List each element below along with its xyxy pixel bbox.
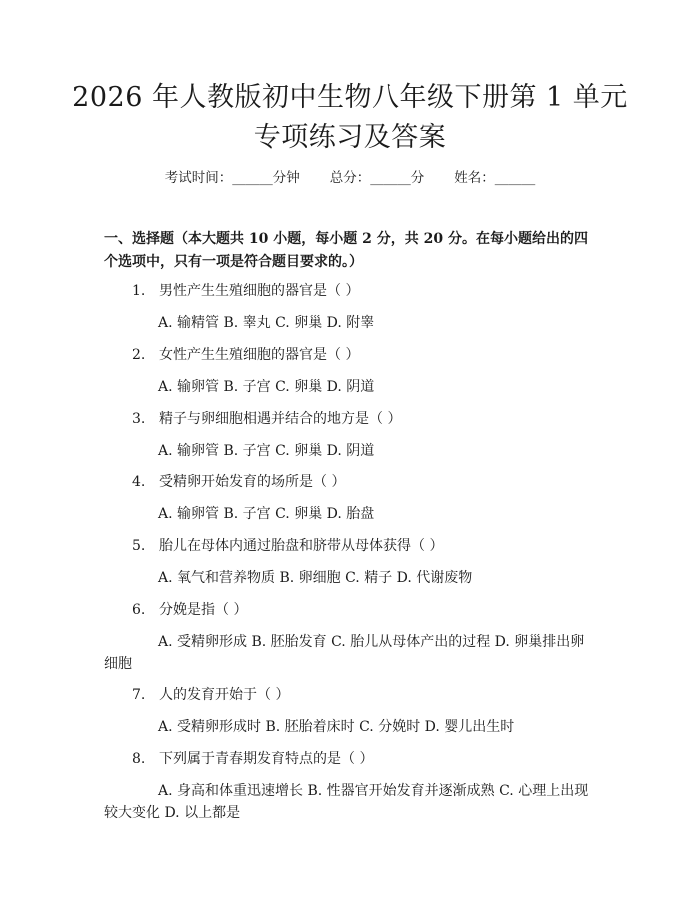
question-stem: 下列属于青春期发育特点的是（ ）: [159, 751, 374, 767]
question-options: A. 输精管 B. 睾丸 C. 卵巢 D. 附睾: [158, 315, 375, 331]
question-options: A. 受精卵形成 B. 胚胎发育 C. 胎儿从母体产出的过程 D. 卵巢排出卵细胞: [104, 634, 585, 672]
question-stem: 受精卵开始发育的场所是（ ）: [159, 474, 346, 490]
question-options: A. 氧气和营养物质 B. 卵细胞 C. 精子 D. 代谢废物: [158, 570, 473, 586]
question-number: 6.: [132, 602, 146, 618]
question-options: A. 输卵管 B. 子宫 C. 卵巢 D. 胎盘: [158, 506, 375, 522]
question-number: 8.: [132, 751, 146, 767]
total-score-field: 总分：______分: [329, 170, 425, 186]
question-stem: 男性产生生殖细胞的器官是（ ）: [159, 283, 360, 299]
question-number: 4.: [132, 474, 146, 490]
question-stem: 女性产生生殖细胞的器官是（ ）: [159, 347, 360, 363]
question-options: A. 身高和体重迅速增长 B. 性器官开始发育并逐渐成熟 C. 心理上出现较大变化 D. 以上都是: [104, 783, 589, 821]
exam-time-field: 考试时间：______分钟: [164, 170, 300, 186]
document-title-line1: 2026 年人教版初中生物八年级下册第 1 单元: [72, 82, 628, 113]
question-number: 3.: [132, 411, 146, 427]
question-stem: 胎儿在母体内通过胎盘和脐带从母体获得（ ）: [159, 538, 444, 554]
question-number: 1.: [132, 283, 146, 299]
question-stem: 人的发育开始于（ ）: [159, 687, 290, 703]
question-number: 5.: [132, 538, 146, 554]
question-options: A. 受精卵形成时 B. 胚胎着床时 C. 分娩时 D. 婴儿出生时: [158, 719, 515, 735]
document-title-line2: 专项练习及答案: [253, 122, 447, 153]
student-name-field: 姓名：______: [454, 170, 536, 186]
section-heading: 一、选择题（本大题共 10 小题，每小题 2 分，共 20 分。在每小题给出的四个选项中，只有一项是符合题目要求的。）: [104, 231, 588, 270]
question-options: A. 输卵管 B. 子宫 C. 卵巢 D. 阴道: [158, 443, 375, 459]
question-stem: 精子与卵细胞相遇并结合的地方是（ ）: [159, 411, 402, 427]
question-number: 7.: [132, 687, 146, 703]
question-stem: 分娩是指（ ）: [159, 602, 248, 618]
exam-meta-row: [0, 168, 700, 188]
question-options: A. 输卵管 B. 子宫 C. 卵巢 D. 阴道: [158, 379, 375, 395]
question-number: 2.: [132, 347, 146, 363]
